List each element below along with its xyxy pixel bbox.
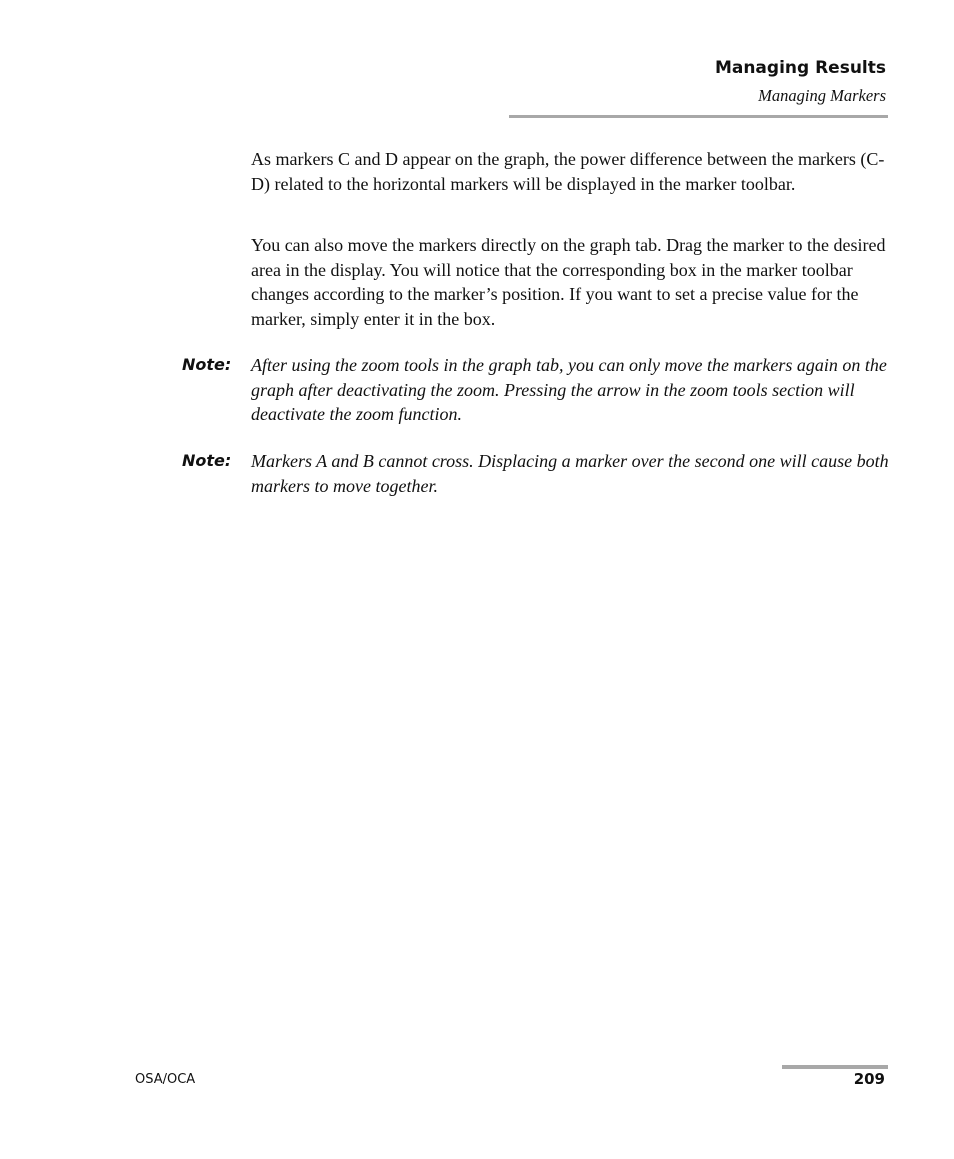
note-text: After using the zoom tools in the graph tab, you can only move the markers again on the graph after deactivating the zoom. Pressing the arrow in the zoom tools section will deactivate the zoom function. — [251, 355, 887, 425]
header-divider — [509, 115, 888, 118]
body-paragraph: As markers C and D appear on the graph, the power difference between the markers (C-D) related to the horizontal markers will be displayed in the marker toolbar. — [251, 149, 885, 194]
footer-product-name: OSA/OCA — [135, 1072, 196, 1087]
subsection-title: Managing Markers — [758, 86, 886, 105]
note-text: Markers A and B cannot cross. Displacing a marker over the second one will cause both markers to move together. — [251, 451, 889, 496]
running-header — [715, 57, 886, 107]
note-label: Note: — [182, 355, 232, 374]
note-label: Note: — [182, 451, 232, 470]
body-paragraph: You can also move the markers directly on the graph tab. Drag the marker to the desired area in the display. You will notice that the corresponding box in the marker toolbar changes according to the marker’s position. If you want to set a precise value for the marker, simply enter it in the box. — [251, 235, 886, 329]
page-number: 209 — [853, 1070, 885, 1088]
section-title: Managing Results — [714, 58, 886, 78]
